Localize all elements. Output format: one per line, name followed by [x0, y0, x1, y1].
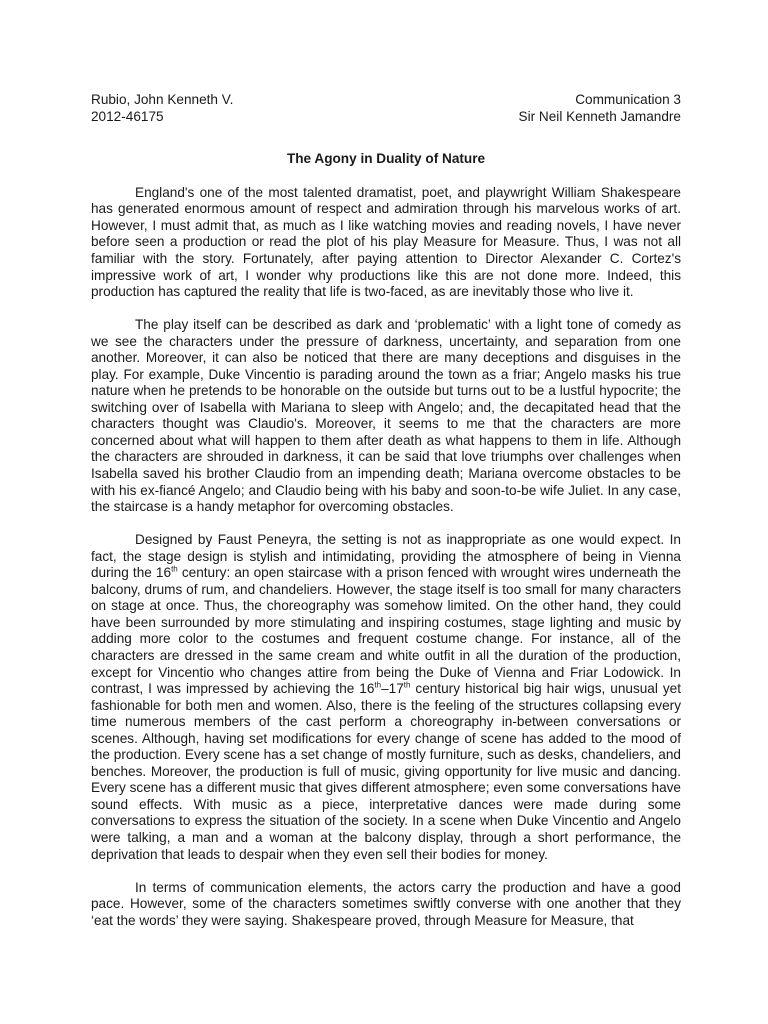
student-id: 2012-46175: [91, 108, 164, 124]
paragraph-3-part-d: century historical big hair wigs, unusual yet fashionable for both men and women. Also, there is the feeling of the structures collapsing every time numerous members of the cast perform a choreography in-between conversations or scenes. Although, having set modifications for every change of scene has added to the mood of the production. Every scene has a set change of mostly furniture, such as desks, chandeliers, and benches. Moreover, the production is full of music, giving opportunity for live music and dancing. Every scene has a different music that gives different atmosphere; even some conversations have sound effects. With music as a piece, interpretative dances were made during some conversations to express the situation of the society. In a scene when Duke Vincentio and Angelo were talking, a man and a woman at the balcony display, through a short performance, the deprivation that leads to despair when they even sell their bodies for money.: [91, 681, 681, 862]
paragraph-1: England's one of the most talented dramatist, poet, and playwright William Shakespeare has generated enormous amount of respect and admiration through his marvelous works of art. However, I must admit that, as much as I like watching movies and reading novels, I have never before seen a production or read the plot of his play Measure for Measure. Thus, I was not all familiar with the story. Fortunately, after paying attention to Director Alexander C. Cortez's impressive work of art, I wonder why productions like this are not done more. Indeed, this production has captured the reality that life is two-faced, as are inevitably those who live it.: [91, 184, 681, 300]
author-block: [91, 92, 233, 125]
superscript-th: th: [374, 680, 382, 690]
paragraph-3: [91, 532, 681, 863]
essay-title: The Agony in Duality of Nature: [286, 151, 486, 167]
paragraph-4: In terms of communication elements, the actors carry the production and have a good pace. However, some of the characters sometimes swiftly converse with one another that they ‘eat the words’ they were saying. Shakespeare proved, through Measure for Measure, that: [91, 879, 681, 928]
paragraph-3-part-c: –17: [381, 681, 404, 697]
paragraph-2: The play itself can be described as dark and ‘problematic’ with a light tone of comedy as we see the characters under the pressure of darkness, uncertainty, and separation from one another. Moreover, it can also be noticed that there are many deceptions and disguises in the play. For example, Duke Vincentio is parading around the town as a friar; Angelo masks his true nature when he pretends to be honorable on the outside but turns out to be a lustful hypocrite; the switching over of Isabella with Mariana to sleep with Angelo; and, the decapitated head that the characters thought was Claudio's. Moreover, it seems to me that the characters are more concerned about what will happen to them after death as what happens to them in life. Although the characters are shrouded in darkness, it can be said that love triumphs over challenges when Isabella saved his brother Claudio from an impending death; Mariana overcome obstacles to be with his ex-fiancé Angelo; and Claudio being with his baby and soon-to-be wife Juliet. In any case, the staircase is a handy metaphor for overcoming obstacles.: [91, 317, 681, 515]
document-header: [91, 92, 681, 125]
paragraph-3-part-a: Designed by Faust Peneyra, the setting is not as inappropriate as one would expect. In fact, the stage design is stylish and intimidating, providing the atmosphere of being in Vienna during the 16: [91, 532, 681, 581]
superscript-th: th: [403, 680, 411, 690]
instructor-name: Sir Neil Kenneth Jamandre: [518, 108, 681, 124]
superscript-th: th: [171, 564, 178, 574]
author-name: Rubio, John Kenneth V.: [91, 92, 234, 107]
paragraph-3-part-b: century: an open staircase with a prison fenced with wrought wires underneath the balcony, drums of rum, and chandeliers. However, the stage itself is too small for many characters on stage at once. Thus, the choreography was somehow limited. On the other hand, they could have been surrounded by more stimulating and inspiring costumes, stage lighting and music by adding more color to the costumes and frequent costume change. For instance, all of the characters are dressed in the same cream and white outfit in all the duration of the production, except for Vincentio who changes attire from being the Duke of Vienna and Friar Lodowick. In contrast, I was impressed by achieving the 16: [91, 565, 681, 697]
course-name: Communication 3: [575, 92, 681, 107]
course-block: [519, 92, 681, 125]
